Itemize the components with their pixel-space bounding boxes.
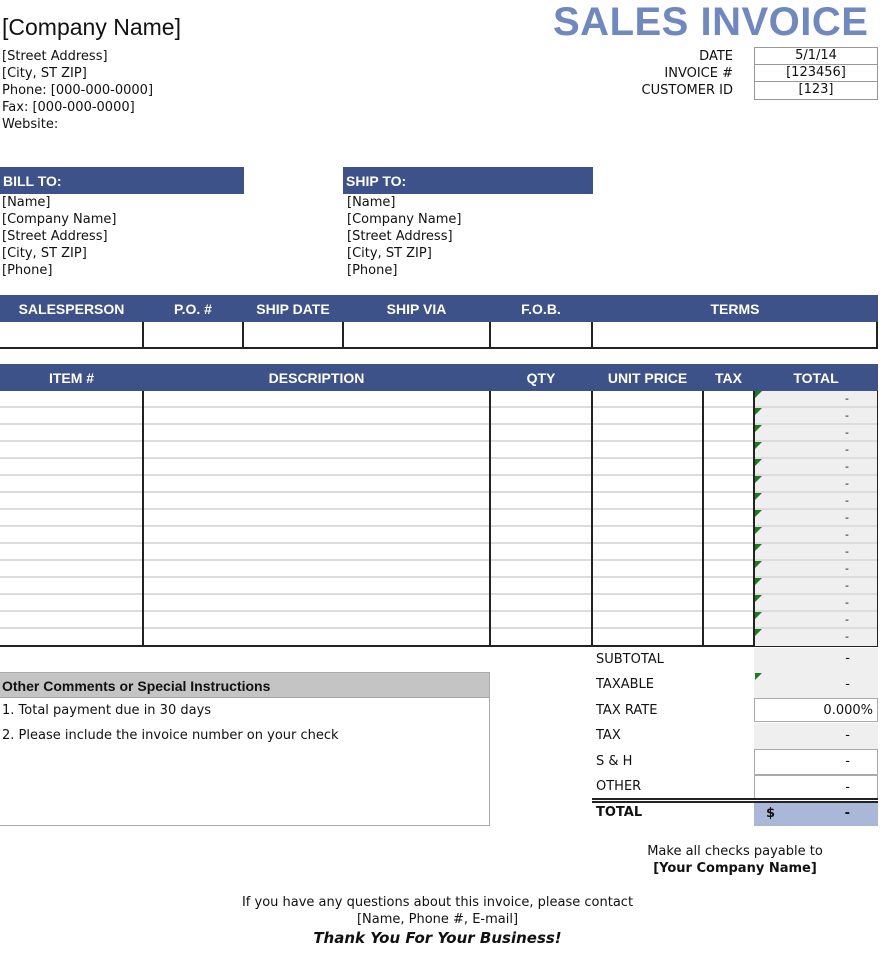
invoice-meta-fields xyxy=(754,47,878,100)
item-row[interactable] xyxy=(0,612,877,629)
company-name: [Company Name] xyxy=(2,14,181,40)
formula-marker-icon xyxy=(755,459,762,466)
invoice-number-label: INVOICE # xyxy=(664,66,733,81)
ship-to-street[interactable]: [Street Address] xyxy=(347,229,453,244)
tax-rate-input[interactable]: 0.000% xyxy=(754,698,878,722)
contact-line: If you have any questions about this invoice, please contact xyxy=(241,895,634,910)
comment-line: 2. Please include the invoice number on your check xyxy=(2,728,339,743)
subtotal-value: - xyxy=(845,651,850,666)
company-phone: Phone: [000-000-0000] xyxy=(2,83,154,98)
formula-marker-icon xyxy=(755,544,762,551)
invoice-meta-labels xyxy=(600,48,733,99)
item-total: - xyxy=(755,476,877,491)
thank-you-message: Thank You For Your Business! xyxy=(313,929,562,947)
column-divider xyxy=(702,391,704,645)
item-row[interactable] xyxy=(0,561,877,578)
item-row[interactable] xyxy=(0,459,877,476)
other-input[interactable]: - xyxy=(754,775,878,799)
fob-field[interactable] xyxy=(491,322,592,347)
bill-to-street[interactable]: [Street Address] xyxy=(2,229,108,244)
item-row[interactable] xyxy=(0,476,877,493)
item-total: - xyxy=(755,629,877,646)
col-tax: TAX xyxy=(715,370,742,386)
bill-to-header: BILL TO: xyxy=(0,167,244,194)
customer-id-field[interactable]: [123] xyxy=(798,82,834,97)
item-row[interactable] xyxy=(0,578,877,595)
formula-marker-icon xyxy=(755,510,762,517)
comment-line: 1. Total payment due in 30 days xyxy=(2,703,212,718)
bill-to-section xyxy=(0,167,244,279)
col-unit-price: UNIT PRICE xyxy=(607,370,688,386)
contact-details: [Name, Phone #, E-mail] xyxy=(356,912,519,927)
formula-marker-icon xyxy=(755,578,762,585)
item-total: - xyxy=(755,493,877,508)
bill-to-phone[interactable]: [Phone] xyxy=(2,263,53,278)
item-total: - xyxy=(755,442,877,457)
col-ship-date: SHIP DATE xyxy=(256,301,330,317)
item-row[interactable] xyxy=(0,408,877,425)
col-total: TOTAL xyxy=(793,370,839,386)
comments-box[interactable] xyxy=(0,672,490,826)
item-row[interactable] xyxy=(0,629,877,646)
bill-to-company[interactable]: [Company Name] xyxy=(2,212,117,227)
company-website: Website: xyxy=(2,117,59,132)
contact-info xyxy=(200,894,675,949)
item-total: - xyxy=(755,612,877,627)
item-total: - xyxy=(755,544,877,559)
col-qty: QTY xyxy=(526,370,556,386)
bill-to-name[interactable]: [Name] xyxy=(2,195,51,210)
order-info-header xyxy=(0,295,878,322)
item-total: - xyxy=(755,561,877,576)
ship-to-company[interactable]: [Company Name] xyxy=(347,212,462,227)
tax-value: - xyxy=(845,728,850,743)
ship-to-city[interactable]: [City, ST ZIP] xyxy=(347,246,432,261)
order-info-row xyxy=(0,322,878,349)
item-total: - xyxy=(755,510,877,525)
taxable-value: - xyxy=(845,677,850,692)
item-total: - xyxy=(755,459,877,474)
col-description: DESCRIPTION xyxy=(268,370,365,386)
formula-marker-icon xyxy=(755,391,762,398)
company-fax: Fax: [000-000-0000] xyxy=(2,100,135,115)
company-city: [City, ST ZIP] xyxy=(2,66,87,81)
formula-marker-icon xyxy=(755,493,762,500)
sh-input[interactable]: - xyxy=(754,749,878,775)
tax-rate-label: TAX RATE xyxy=(596,703,658,718)
formula-marker-icon xyxy=(755,612,762,619)
ship-date-field[interactable] xyxy=(244,322,343,347)
col-fob: F.O.B. xyxy=(521,301,561,317)
terms-field[interactable] xyxy=(593,322,876,347)
grand-total-value: - xyxy=(844,806,850,821)
formula-marker-icon xyxy=(755,408,762,415)
other-label: OTHER xyxy=(596,779,642,794)
po-number-field[interactable] xyxy=(144,322,243,347)
formula-marker-icon xyxy=(755,629,762,636)
ship-to-address[interactable] xyxy=(343,194,593,279)
item-row[interactable] xyxy=(0,510,877,527)
bill-to-address[interactable] xyxy=(0,194,244,279)
item-total: - xyxy=(755,425,877,440)
comments-header: Other Comments or Special Instructions xyxy=(0,673,489,698)
ship-via-field[interactable] xyxy=(344,322,490,347)
item-row[interactable] xyxy=(0,391,877,408)
sh-label: S & H xyxy=(596,754,633,769)
checks-company-name: [Your Company Name] xyxy=(653,861,817,876)
col-po-number: P.O. # xyxy=(174,301,212,317)
item-row[interactable] xyxy=(0,544,877,561)
total-label: TOTAL xyxy=(596,805,643,820)
checks-line: Make all checks payable to xyxy=(647,844,823,859)
item-row[interactable] xyxy=(0,595,877,612)
ship-to-name[interactable]: [Name] xyxy=(347,195,396,210)
item-total: - xyxy=(755,408,877,423)
item-total: - xyxy=(755,578,877,593)
salesperson-field[interactable] xyxy=(0,322,143,347)
col-terms: TERMS xyxy=(710,301,760,317)
comments-body[interactable] xyxy=(0,698,489,748)
ship-to-header: SHIP TO: xyxy=(343,167,593,194)
item-total: - xyxy=(755,527,877,542)
formula-marker-icon xyxy=(755,476,762,483)
ship-to-section xyxy=(343,167,593,279)
invoice-number-field[interactable]: [123456] xyxy=(755,65,877,82)
formula-marker-icon xyxy=(755,442,762,449)
item-row[interactable] xyxy=(0,425,877,442)
date-label: DATE xyxy=(699,49,733,64)
date-field[interactable]: 5/1/14 xyxy=(755,48,877,65)
customer-id-label: CUSTOMER ID xyxy=(641,83,733,98)
checks-payable xyxy=(592,843,878,877)
column-divider xyxy=(753,391,755,645)
formula-marker-icon xyxy=(755,425,762,432)
item-total: - xyxy=(755,595,877,610)
company-street: [Street Address] xyxy=(2,49,108,64)
col-salesperson: SALESPERSON xyxy=(18,301,125,317)
column-divider xyxy=(489,391,491,645)
bill-to-city[interactable]: [City, ST ZIP] xyxy=(2,246,87,261)
tax-label: TAX xyxy=(596,728,621,743)
formula-marker-icon xyxy=(755,595,762,602)
items-table-body xyxy=(0,391,878,647)
currency-symbol: $ xyxy=(766,806,776,821)
column-divider xyxy=(591,391,593,645)
item-total: - xyxy=(755,391,877,406)
item-row[interactable] xyxy=(0,442,877,459)
taxable-label: TAXABLE xyxy=(596,677,654,692)
formula-marker-icon xyxy=(755,527,762,534)
grand-total xyxy=(754,803,878,826)
subtotal-label: SUBTOTAL xyxy=(596,652,664,667)
item-row[interactable] xyxy=(0,493,877,510)
ship-to-phone[interactable]: [Phone] xyxy=(347,263,398,278)
items-header xyxy=(0,364,878,391)
company-address xyxy=(2,48,153,133)
col-item-number: ITEM # xyxy=(48,370,95,386)
item-row[interactable] xyxy=(0,527,877,544)
formula-marker-icon xyxy=(755,561,762,568)
column-divider xyxy=(142,391,144,645)
invoice-title: SALES INVOICE xyxy=(553,0,869,44)
col-ship-via: SHIP VIA xyxy=(386,301,447,317)
